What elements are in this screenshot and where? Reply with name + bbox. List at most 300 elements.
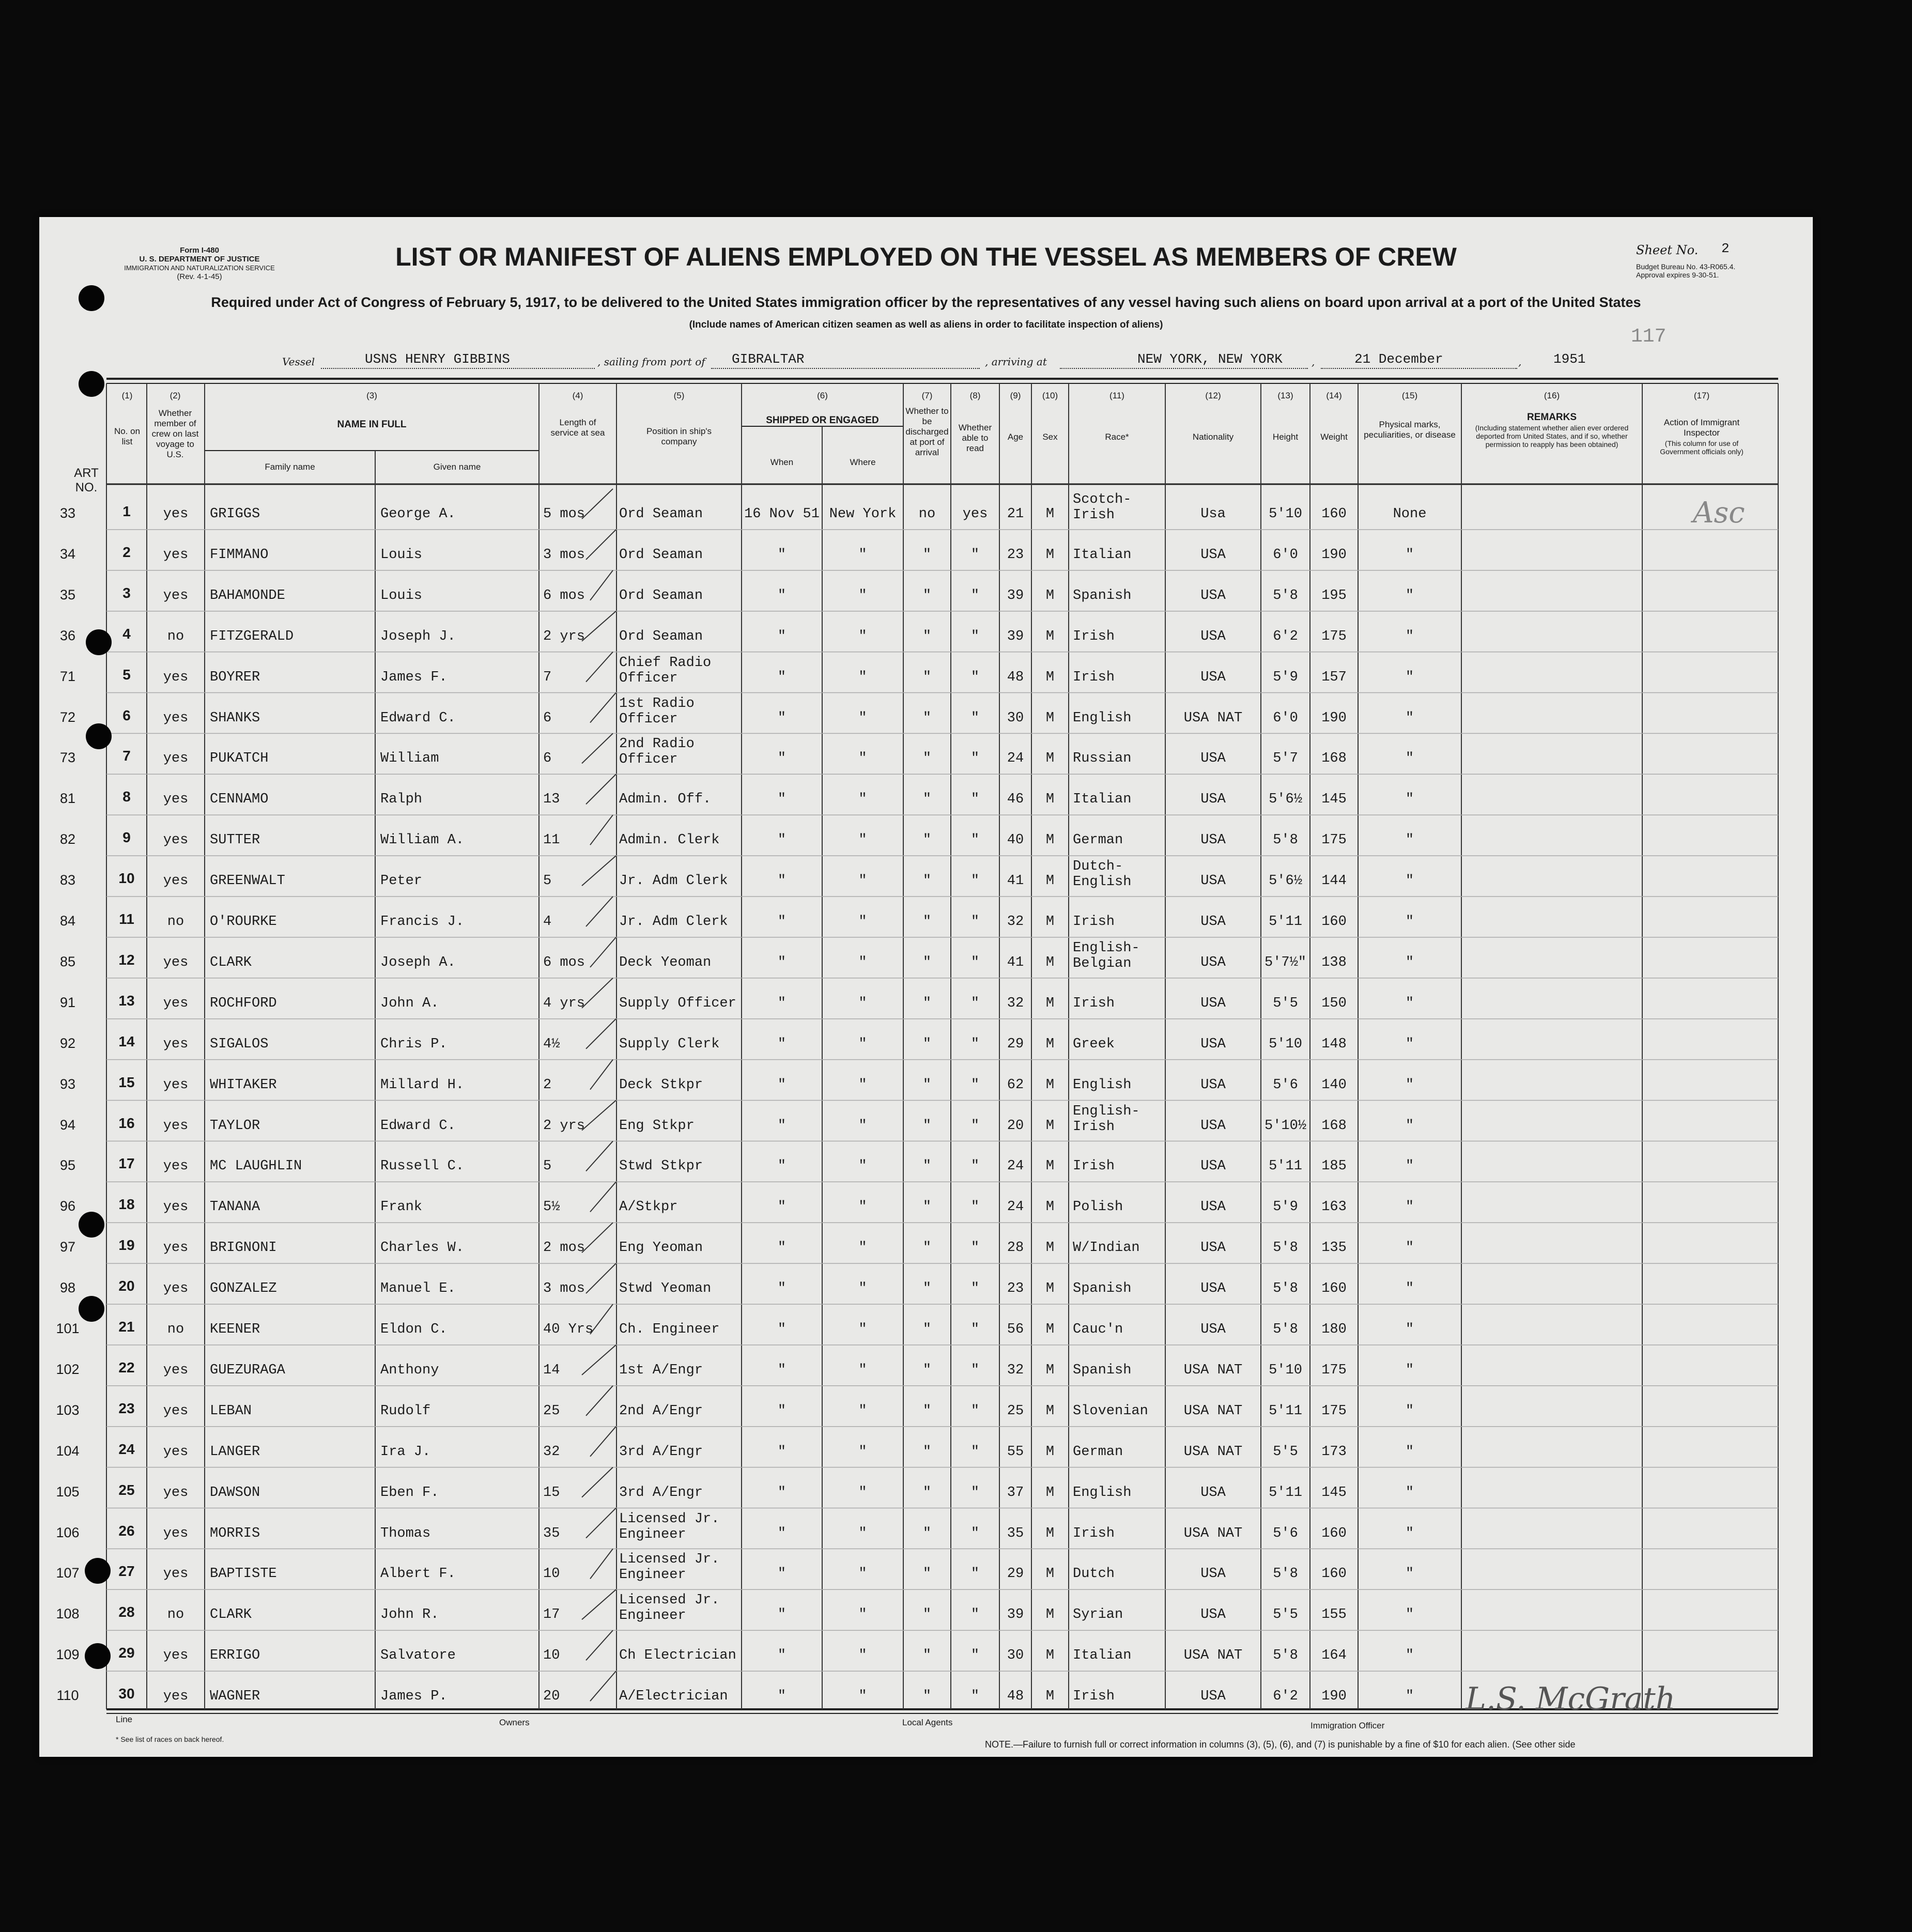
age: 32 [1007, 995, 1024, 1011]
discharged: " [922, 832, 932, 848]
given-name: Russell C. [380, 1158, 465, 1174]
family-name: O'ROURKE [210, 914, 277, 930]
given-name: George A. [380, 506, 456, 522]
service-length: 6 [543, 710, 552, 726]
shipped-where: " [858, 547, 867, 563]
art-number: 92 [59, 1035, 76, 1051]
art-number: 35 [59, 586, 76, 602]
given-name: Charles W. [380, 1240, 465, 1256]
weight: 140 [1321, 1077, 1347, 1093]
shipped-where: " [858, 995, 867, 1011]
race-line: Greek [1073, 1036, 1115, 1052]
service-length: 4 yrs [543, 995, 585, 1011]
art-number: 84 [59, 913, 76, 929]
list-number: 14 [118, 1033, 135, 1049]
previous-voyage: yes [163, 1525, 189, 1541]
list-number: 3 [122, 584, 131, 601]
sex: M [1045, 873, 1055, 889]
physical-marks: " [1405, 628, 1414, 644]
service-length: 10 [543, 1566, 560, 1582]
height: 5'6 [1273, 1525, 1298, 1541]
service-length: 15 [543, 1485, 560, 1501]
physical-marks: " [1405, 1362, 1414, 1378]
physical-marks: " [1405, 1403, 1414, 1419]
able-to-read: " [970, 1525, 980, 1541]
race-line: English [1073, 874, 1132, 890]
col-16-number: (16) [1544, 391, 1560, 400]
shipped-when: " [777, 914, 787, 930]
shipped-where: " [858, 669, 867, 685]
col-3a-header: Family name [265, 462, 315, 472]
previous-voyage: yes [163, 547, 189, 563]
ship-position-line: Engineer [619, 1608, 686, 1624]
given-name: Millard H. [380, 1077, 465, 1093]
col-9-header: Age [1007, 432, 1024, 442]
height: 5'11 [1269, 1403, 1302, 1419]
previous-voyage: no [167, 1607, 184, 1623]
shipped-where: " [858, 588, 867, 604]
col-2-header: Whether member of crew on last voyage to U.S. [151, 408, 199, 459]
age: 29 [1007, 1566, 1024, 1582]
budget-number: Budget Bureau No. 43-R065.4. [1636, 262, 1736, 271]
col-9-number: (9) [1010, 391, 1021, 400]
page-subnote: (Include names of American citizen seamen as well as aliens in order to facilitate inspection of aliens) [689, 319, 1163, 330]
ship-position-line: A/Electrician [619, 1689, 728, 1705]
weight: 148 [1321, 1036, 1347, 1052]
list-number: 16 [118, 1115, 135, 1131]
height: 5'8 [1273, 1322, 1298, 1337]
sheet-number: 2 [1721, 241, 1730, 256]
local-agents-label: Local Agents [902, 1718, 953, 1727]
discharged: " [922, 669, 932, 685]
discharged: " [922, 1525, 932, 1541]
service-length: 5 mos [543, 506, 585, 522]
given-name: Edward C. [380, 1118, 456, 1134]
race-line: Dutch [1073, 1566, 1115, 1582]
shipped-when: " [777, 1118, 787, 1134]
nationality: USA [1200, 1689, 1226, 1705]
physical-marks: " [1405, 1322, 1414, 1337]
ship-position-line: Ord Seaman [619, 506, 703, 522]
vessel-label: Vessel [282, 356, 315, 368]
col-3-header: NAME IN FULL [337, 419, 407, 430]
able-to-read: " [970, 628, 980, 644]
shipped-when: " [777, 751, 787, 767]
weight: 145 [1321, 792, 1347, 808]
col-7-number: (7) [921, 391, 933, 400]
family-name: BAHAMONDE [210, 588, 285, 604]
sailing-port: GIBRALTAR [732, 351, 805, 367]
service-length: 13 [543, 792, 560, 808]
art-number: 72 [59, 709, 76, 725]
nationality: USA NAT [1183, 1525, 1243, 1541]
shipped-where: " [858, 1199, 867, 1215]
immigration-officer-label: Immigration Officer [1310, 1721, 1385, 1730]
nationality: USA [1200, 1322, 1226, 1337]
shipped-where: " [858, 1281, 867, 1297]
age: 56 [1007, 1322, 1024, 1337]
physical-marks: " [1405, 1077, 1414, 1093]
ship-position-line: Supply Clerk [619, 1036, 720, 1052]
age: 23 [1007, 547, 1024, 563]
physical-marks: " [1405, 1444, 1414, 1460]
discharged: " [922, 1444, 932, 1460]
family-name: KEENER [210, 1322, 260, 1337]
physical-marks: None [1393, 506, 1427, 522]
age: 40 [1007, 832, 1024, 848]
shipped-when: " [777, 1689, 787, 1705]
sex: M [1045, 1199, 1055, 1215]
nationality: USA [1200, 1036, 1226, 1052]
previous-voyage: yes [163, 1485, 189, 1501]
shipped-where: " [858, 628, 867, 644]
punch-hole [86, 723, 112, 749]
race-line: Irish [1073, 507, 1115, 523]
service-length: 11 [543, 832, 560, 848]
art-number: 110 [56, 1688, 79, 1704]
weight: 185 [1321, 1158, 1347, 1174]
race-line: Syrian [1073, 1607, 1123, 1623]
age: 37 [1007, 1485, 1024, 1501]
height: 6'2 [1273, 1689, 1298, 1705]
given-name: Eben F. [380, 1485, 439, 1501]
stamp-number: 117 [1631, 326, 1667, 348]
art-number: 103 [56, 1402, 80, 1418]
height: 5'11 [1269, 1158, 1302, 1174]
weight: 190 [1321, 547, 1347, 563]
art-number: 33 [59, 505, 76, 521]
col-3b-header: Given name [433, 462, 481, 472]
race-line: Irish [1073, 1119, 1115, 1135]
physical-marks: " [1405, 954, 1414, 970]
col-15-header: Physical marks, peculiarities, or disease [1364, 420, 1456, 440]
age: 55 [1007, 1444, 1024, 1460]
list-number: 20 [118, 1278, 135, 1294]
nationality: USA [1200, 1077, 1226, 1093]
owners-label: Owners [499, 1718, 530, 1727]
art-number: 102 [56, 1361, 80, 1377]
age: 41 [1007, 873, 1024, 889]
col-5-header: Position in ship's company [646, 426, 712, 446]
race-line: Slovenian [1073, 1403, 1148, 1419]
previous-voyage: yes [163, 506, 189, 522]
sex: M [1045, 506, 1055, 522]
discharged: " [922, 1158, 932, 1174]
nationality: USA [1200, 1240, 1226, 1256]
weight: 160 [1321, 1281, 1347, 1297]
col-10-header: Sex [1042, 432, 1058, 442]
given-name: Eldon C. [380, 1322, 448, 1337]
able-to-read: " [970, 1281, 980, 1297]
discharged: " [922, 873, 932, 889]
weight: 150 [1321, 995, 1347, 1011]
able-to-read: " [970, 710, 980, 726]
nationality: USA [1200, 954, 1226, 970]
col-8-header: Whether able to read [958, 423, 992, 453]
previous-voyage: yes [163, 710, 189, 726]
family-name: WHITAKER [210, 1077, 277, 1093]
previous-voyage: yes [163, 873, 189, 889]
weight: 155 [1321, 1607, 1347, 1623]
family-name: BAPTISTE [210, 1566, 277, 1582]
ship-position-line: Licensed Jr. [619, 1552, 720, 1568]
age: 28 [1007, 1240, 1024, 1256]
race-line: Irish [1073, 669, 1115, 685]
ship-position-line: Admin. Clerk [619, 832, 720, 848]
nationality: USA [1200, 832, 1226, 848]
nationality: USA [1200, 1485, 1226, 1501]
previous-voyage: no [167, 914, 184, 930]
service-length: 5 [543, 873, 552, 889]
weight: 190 [1321, 1689, 1347, 1705]
col-3-number: (3) [366, 391, 377, 400]
able-to-read: " [970, 547, 980, 563]
list-number: 7 [122, 748, 131, 764]
given-name: William A. [380, 832, 465, 848]
sex: M [1045, 1607, 1055, 1623]
art-number: 82 [59, 831, 76, 847]
able-to-read: " [970, 1566, 980, 1582]
physical-marks: " [1405, 1525, 1414, 1541]
family-name: CENNAMO [210, 792, 269, 808]
col-8-number: (8) [969, 391, 981, 400]
previous-voyage: yes [163, 954, 189, 970]
list-number: 13 [118, 992, 135, 1009]
form-revision: (Rev. 4-1-45) [177, 272, 222, 281]
form-number: Form I-480 [180, 246, 219, 255]
service-length: 4 [543, 914, 552, 930]
able-to-read: " [970, 832, 980, 848]
shipped-when: " [777, 1199, 787, 1215]
age: 30 [1007, 1648, 1024, 1664]
shipped-where: " [858, 1444, 867, 1460]
shipped-when: " [777, 547, 787, 563]
list-number: 22 [118, 1359, 135, 1375]
officer-signature: L.S. McGrath [1466, 1681, 1676, 1717]
age: 21 [1007, 506, 1024, 522]
weight: 175 [1321, 1403, 1347, 1419]
given-name: Manuel E. [380, 1281, 456, 1297]
able-to-read: " [970, 1362, 980, 1378]
list-number: 19 [118, 1237, 135, 1254]
art-number: 81 [59, 791, 76, 807]
family-name: LANGER [210, 1444, 260, 1460]
sex: M [1045, 1240, 1055, 1256]
sex: M [1045, 1158, 1055, 1174]
age: 32 [1007, 914, 1024, 930]
given-name: Salvatore [380, 1648, 456, 1664]
shipped-when: " [777, 1036, 787, 1052]
col-16-note: (Including statement whether alien ever ordered deported from United States, and if so, whether permission to reapply has been obtained) [1475, 424, 1629, 449]
arrival-port: NEW YORK, NEW YORK [1137, 351, 1283, 367]
physical-marks: " [1405, 1281, 1414, 1297]
race-line: Spanish [1073, 588, 1132, 604]
family-name: CLARK [210, 1607, 252, 1623]
discharged: no [918, 506, 936, 522]
discharged: " [922, 628, 932, 644]
race-line: Italian [1073, 792, 1132, 808]
service-length: 7 [543, 669, 552, 685]
nationality: USA [1200, 1281, 1226, 1297]
height: 5'8 [1273, 832, 1298, 848]
sex: M [1045, 751, 1055, 767]
art-number: 101 [56, 1321, 80, 1336]
sex: M [1045, 669, 1055, 685]
art-number: 96 [59, 1198, 76, 1214]
ship-position-line: Jr. Adm Clerk [619, 873, 728, 889]
weight: 144 [1321, 873, 1347, 889]
able-to-read: " [970, 1158, 980, 1174]
art-number: 73 [59, 750, 76, 766]
discharged: " [922, 1485, 932, 1501]
ship-position-line: Chief Radio [619, 655, 712, 671]
ship-position-line: 3rd A/Engr [619, 1444, 703, 1460]
nationality: USA NAT [1183, 1362, 1243, 1378]
discharged: " [922, 588, 932, 604]
height: 5'6½ [1269, 792, 1302, 808]
previous-voyage: yes [163, 751, 189, 767]
ship-position-line: Ord Seaman [619, 588, 703, 604]
col-4-header: Length of service at sea [550, 418, 605, 438]
sex: M [1045, 588, 1055, 604]
sex: M [1045, 1648, 1055, 1664]
family-name: BOYRER [210, 669, 260, 685]
sex: M [1045, 1444, 1055, 1460]
sailing-label: , sailing from port of [597, 356, 705, 368]
ship-position-line: Deck Stkpr [619, 1077, 703, 1093]
shipped-when: " [777, 1566, 787, 1582]
height: 5'8 [1273, 588, 1298, 604]
age: 35 [1007, 1525, 1024, 1541]
given-name: James P. [380, 1689, 448, 1705]
height: 5'6 [1273, 1077, 1298, 1093]
given-name: Albert F. [380, 1566, 456, 1582]
shipped-where: " [858, 710, 867, 726]
previous-voyage: no [167, 628, 184, 644]
previous-voyage: yes [163, 832, 189, 848]
ship-position-line: Stwd Stkpr [619, 1158, 703, 1174]
shipped-where: " [858, 1118, 867, 1134]
given-name: Joseph J. [380, 628, 456, 644]
race-line: Polish [1073, 1199, 1123, 1215]
family-name: TANANA [210, 1199, 260, 1215]
art-number: 108 [56, 1606, 80, 1622]
art-number: 34 [59, 546, 76, 562]
race-line: English [1073, 710, 1132, 726]
art-number: 93 [59, 1076, 76, 1092]
col-6b-header: Where [850, 457, 876, 467]
discharged: " [922, 547, 932, 563]
service-length: 5 [543, 1158, 552, 1174]
art-number: 104 [56, 1443, 80, 1459]
vessel-name: USNS HENRY GIBBINS [365, 351, 510, 367]
able-to-read: " [970, 873, 980, 889]
discharged: " [922, 1036, 932, 1052]
punch-hole [79, 1296, 104, 1322]
sex: M [1045, 1566, 1055, 1582]
shipped-where: " [858, 1566, 867, 1582]
shipped-where: " [858, 1240, 867, 1256]
age: 20 [1007, 1118, 1024, 1134]
previous-voyage: yes [163, 1036, 189, 1052]
race-line: Italian [1073, 1648, 1132, 1664]
ship-position-line: Eng Yeoman [619, 1240, 703, 1256]
family-name: TAYLOR [210, 1118, 260, 1134]
family-name: FITZGERALD [210, 628, 294, 644]
height: 5'5 [1273, 1444, 1298, 1460]
budget-bureau [1636, 262, 1735, 279]
discharged: " [922, 1281, 932, 1297]
given-name: Chris P. [380, 1036, 448, 1052]
nationality: USA [1200, 1199, 1226, 1215]
ship-position-line: Stwd Yeoman [619, 1281, 712, 1297]
race-line: Irish [1073, 1158, 1115, 1174]
race-line: Irish [1073, 995, 1115, 1011]
ship-position-line: 1st A/Engr [619, 1362, 703, 1378]
race-line: Irish [1073, 914, 1115, 930]
height: 5'10 [1269, 1362, 1302, 1378]
nationality: USA NAT [1183, 1648, 1243, 1664]
height: 5'10 [1269, 506, 1302, 522]
shipped-where: " [858, 873, 867, 889]
race-line: Belgian [1073, 955, 1132, 971]
service-length: 3 mos [543, 547, 585, 563]
shipped-when: " [777, 628, 787, 644]
able-to-read: " [970, 1485, 980, 1501]
ship-position-line: Licensed Jr. [619, 1511, 720, 1527]
race-line: German [1073, 1444, 1123, 1460]
nationality: USA [1200, 547, 1226, 563]
discharged: " [922, 1362, 932, 1378]
sex: M [1045, 1689, 1055, 1705]
nationality: USA [1200, 669, 1226, 685]
list-number: 18 [118, 1196, 135, 1213]
able-to-read: " [970, 1118, 980, 1134]
race-line: W/Indian [1073, 1240, 1140, 1256]
age: 24 [1007, 1199, 1024, 1215]
family-name: DAWSON [210, 1485, 260, 1501]
nationality: USA NAT [1183, 710, 1243, 726]
shipped-when: " [777, 1077, 787, 1093]
sex: M [1045, 914, 1055, 930]
given-name: John A. [380, 995, 439, 1011]
physical-marks: " [1405, 1689, 1414, 1705]
age: 23 [1007, 1281, 1024, 1297]
age: 48 [1007, 1689, 1024, 1705]
col-13-header: Height [1272, 432, 1299, 442]
age: 39 [1007, 588, 1024, 604]
col-6-header: SHIPPED OR ENGAGED [766, 415, 879, 426]
discharged: " [922, 792, 932, 808]
page-subtitle: Required under Act of Congress of February 5, 1917, to be delivered to the United States immigration officer by the representatives of any vessel having such aliens on board upon arrival at a port of the United States [211, 295, 1641, 310]
nationality: USA [1200, 588, 1226, 604]
punch-hole [79, 371, 104, 397]
service-length: 40 Yrs [543, 1322, 594, 1337]
family-name: GREENWALT [210, 873, 285, 889]
previous-voyage: yes [163, 1240, 189, 1256]
col-6a-header: When [770, 457, 794, 467]
discharged: " [922, 1607, 932, 1623]
nationality: USA [1200, 873, 1226, 889]
ship-position-line: Officer [619, 711, 678, 727]
service-length: 10 [543, 1648, 560, 1664]
list-number: 29 [118, 1645, 135, 1661]
shipped-when: " [777, 954, 787, 970]
service-length: 20 [543, 1689, 560, 1705]
weight: 157 [1321, 669, 1347, 685]
physical-marks: " [1405, 588, 1414, 604]
physical-marks: " [1405, 1036, 1414, 1052]
